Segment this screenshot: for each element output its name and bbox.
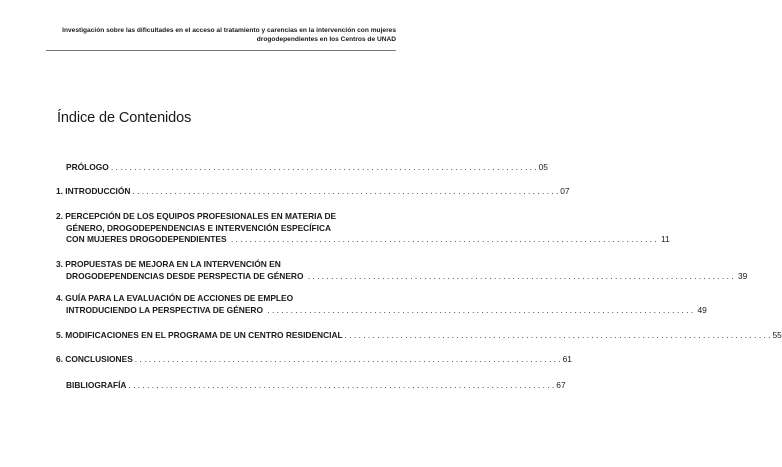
toc-entry-bibliografia[interactable] <box>66 380 566 392</box>
dot-leader <box>308 271 734 281</box>
toc-entry-label: 2. PERCEPCIÓN DE LOS EQUIPOS PROFESIONALES EN MATERIA DE <box>56 211 337 221</box>
toc-entry-label-continued: CON MUJERES DROGODEPENDIENTES <box>66 234 227 244</box>
dot-leader <box>231 234 657 244</box>
dot-leader <box>132 186 558 198</box>
toc-entry-label: 3. PROPUESTAS DE MEJORA EN LA INTERVENCIÓN EN <box>56 259 281 269</box>
toc-page-number: 49 <box>697 304 707 315</box>
toc-page-number: 67 <box>556 380 566 390</box>
toc-page-number: 61 <box>562 354 572 364</box>
toc-page-number: 11 <box>661 234 670 244</box>
toc-entry-propuestas[interactable] <box>56 259 748 282</box>
dot-leader <box>111 162 537 174</box>
toc-entry-guia[interactable] <box>56 293 707 316</box>
toc-entry-modificaciones[interactable] <box>56 330 782 342</box>
toc-page-number: 07 <box>560 186 570 196</box>
toc-page-number: 05 <box>538 162 548 172</box>
toc-entry-label-continued: GÉNERO, DROGODEPENDENCIAS E INTERVENCIÓN ESPECÍFICA <box>66 222 332 233</box>
toc-page-number: 55 <box>772 330 782 340</box>
toc-entry-label: 5. MODIFICACIONES EN EL PROGRAMA DE UN CENTRO RESIDENCIAL <box>56 330 343 340</box>
dot-leader <box>267 305 693 315</box>
toc-entry-prologo[interactable] <box>66 162 548 174</box>
toc-entry-label: 1. INTRODUCCIÓN <box>56 186 131 196</box>
toc-entry-introduccion[interactable] <box>56 186 570 198</box>
toc-entry-label: 6. CONCLUSIONES <box>56 354 133 364</box>
running-header-line-2: drogodependientes en los Centros de UNAD <box>256 36 396 43</box>
dot-leader <box>128 380 554 392</box>
toc-entry-label: BIBLIOGRAFÍA <box>66 380 127 390</box>
toc-entry-percepcion[interactable] <box>56 211 670 246</box>
running-header-line-1: Investigación sobre las dificultades en el acceso al tratamiento y carencias en la intervención con mujeres <box>62 27 396 34</box>
dot-leader <box>135 354 561 366</box>
toc-entry-label-continued: DROGODEPENDENCIAS DESDE PERSPECTIA DE GÉNERO <box>66 270 304 281</box>
toc-entry-label-continued: INTRODUCIENDO LA PERSPECTIVA DE GÉNERO <box>66 304 263 315</box>
page-title: Índice de Contenidos <box>57 110 192 126</box>
running-header <box>36 26 396 44</box>
toc-entry-conclusiones[interactable] <box>56 354 572 366</box>
dot-leader <box>345 330 771 342</box>
toc-entry-label: 4. GUÍA PARA LA EVALUACIÓN DE ACCIONES DE EMPLEO <box>56 293 294 303</box>
toc-page-number: 39 <box>737 270 748 281</box>
header-divider <box>46 50 396 51</box>
toc-entry-label: PRÓLOGO <box>66 162 109 172</box>
page-header <box>0 0 426 58</box>
